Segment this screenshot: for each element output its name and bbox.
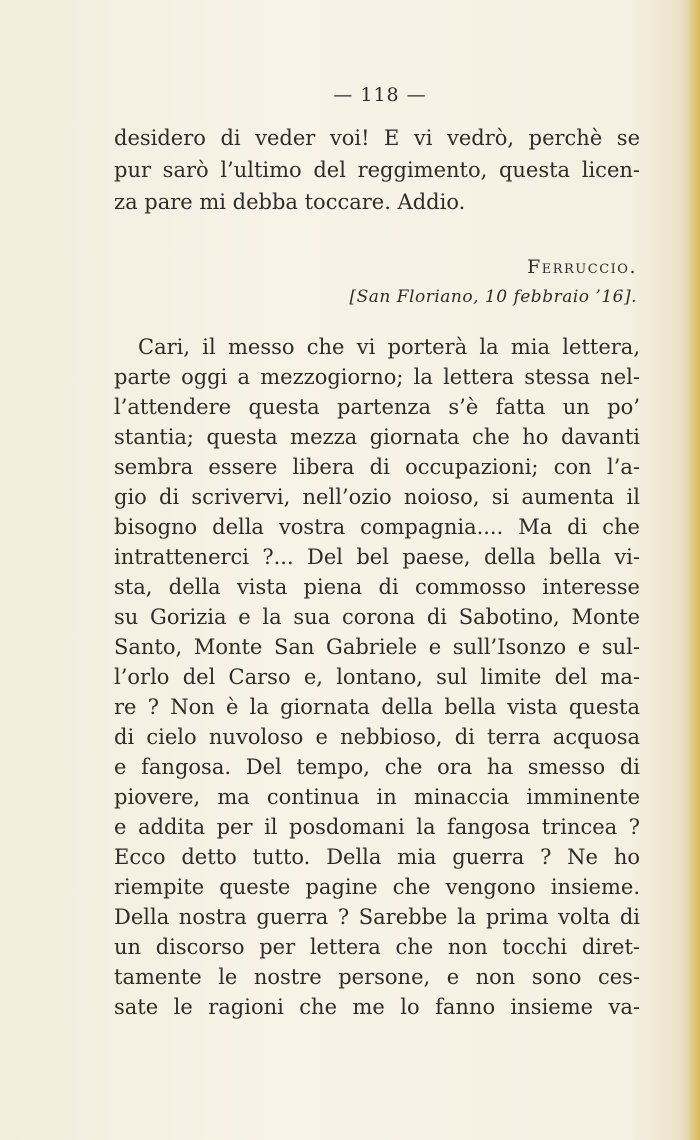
text-line: desidero di veder voi! E vi vedrò, perchè se — [114, 126, 640, 150]
text-line: pur sarò l’ultimo del reggimento, questa licen- — [114, 158, 640, 182]
text-line: Della nostra guerra ? Sarebbe la prima volta di — [114, 905, 640, 929]
text-line: un discorso per lettera che non tocchi diret- — [114, 935, 640, 959]
text-line: l’orlo del Carso e, lontano, sul limite del ma- — [114, 665, 640, 689]
signature: Ferruccio. — [527, 256, 637, 278]
text-line: sembra essere libera di occupazioni; con l’a- — [114, 455, 640, 479]
text-line: re ? Non è la giornata della bella vista questa — [114, 695, 640, 719]
text-line: Cari, il messo che vi porterà la mia lettera, — [138, 335, 640, 359]
text-line: gio di scrivervi, nell’ozio noioso, si aumenta il — [114, 485, 640, 509]
text-line: su Gorizia e la sua corona di Sabotino, Monte — [114, 605, 640, 629]
text-line: riempite queste pagine che vengono insieme. — [114, 875, 640, 899]
page-edge — [688, 0, 700, 1140]
text-line: sta, della vista piena di commosso interesse — [114, 575, 640, 599]
text-line: sate le ragioni che me lo fanno insieme va- — [114, 995, 640, 1019]
text-line: stantia; questa mezza giornata che ho davanti — [114, 425, 640, 449]
text-line: parte oggi a mezzogiorno; la lettera stessa nel- — [114, 365, 640, 389]
text-line: di cielo nuvoloso e nebbioso, di terra acquosa — [114, 725, 640, 749]
text-line: intrattenerci ?... Del bel paese, della bella vi- — [114, 545, 640, 569]
text-line: Ecco detto tutto. Della mia guerra ? Ne ho — [114, 845, 640, 869]
dateline: [San Floriano, 10 febbraio ’16]. — [349, 287, 637, 307]
text-line: za pare mi debba toccare. Addio. — [114, 190, 466, 214]
text-line: l’attendere questa partenza s’è fatta un po’ — [114, 395, 640, 419]
text-line: tamente le nostre persone, e non sono ces- — [114, 965, 640, 989]
text-line: e addita per il posdomani la fangosa trincea ? — [114, 815, 640, 839]
text-line: bisogno della vostra compagnia.... Ma di che — [114, 515, 640, 539]
text-line: e fangosa. Del tempo, che ora ha smesso di — [114, 755, 640, 779]
page-number: — 118 — — [333, 84, 427, 106]
text-line: piovere, ma continua in minaccia imminente — [114, 785, 640, 809]
text-line: Santo, Monte San Gabriele e sull’Isonzo e sul- — [114, 635, 640, 659]
